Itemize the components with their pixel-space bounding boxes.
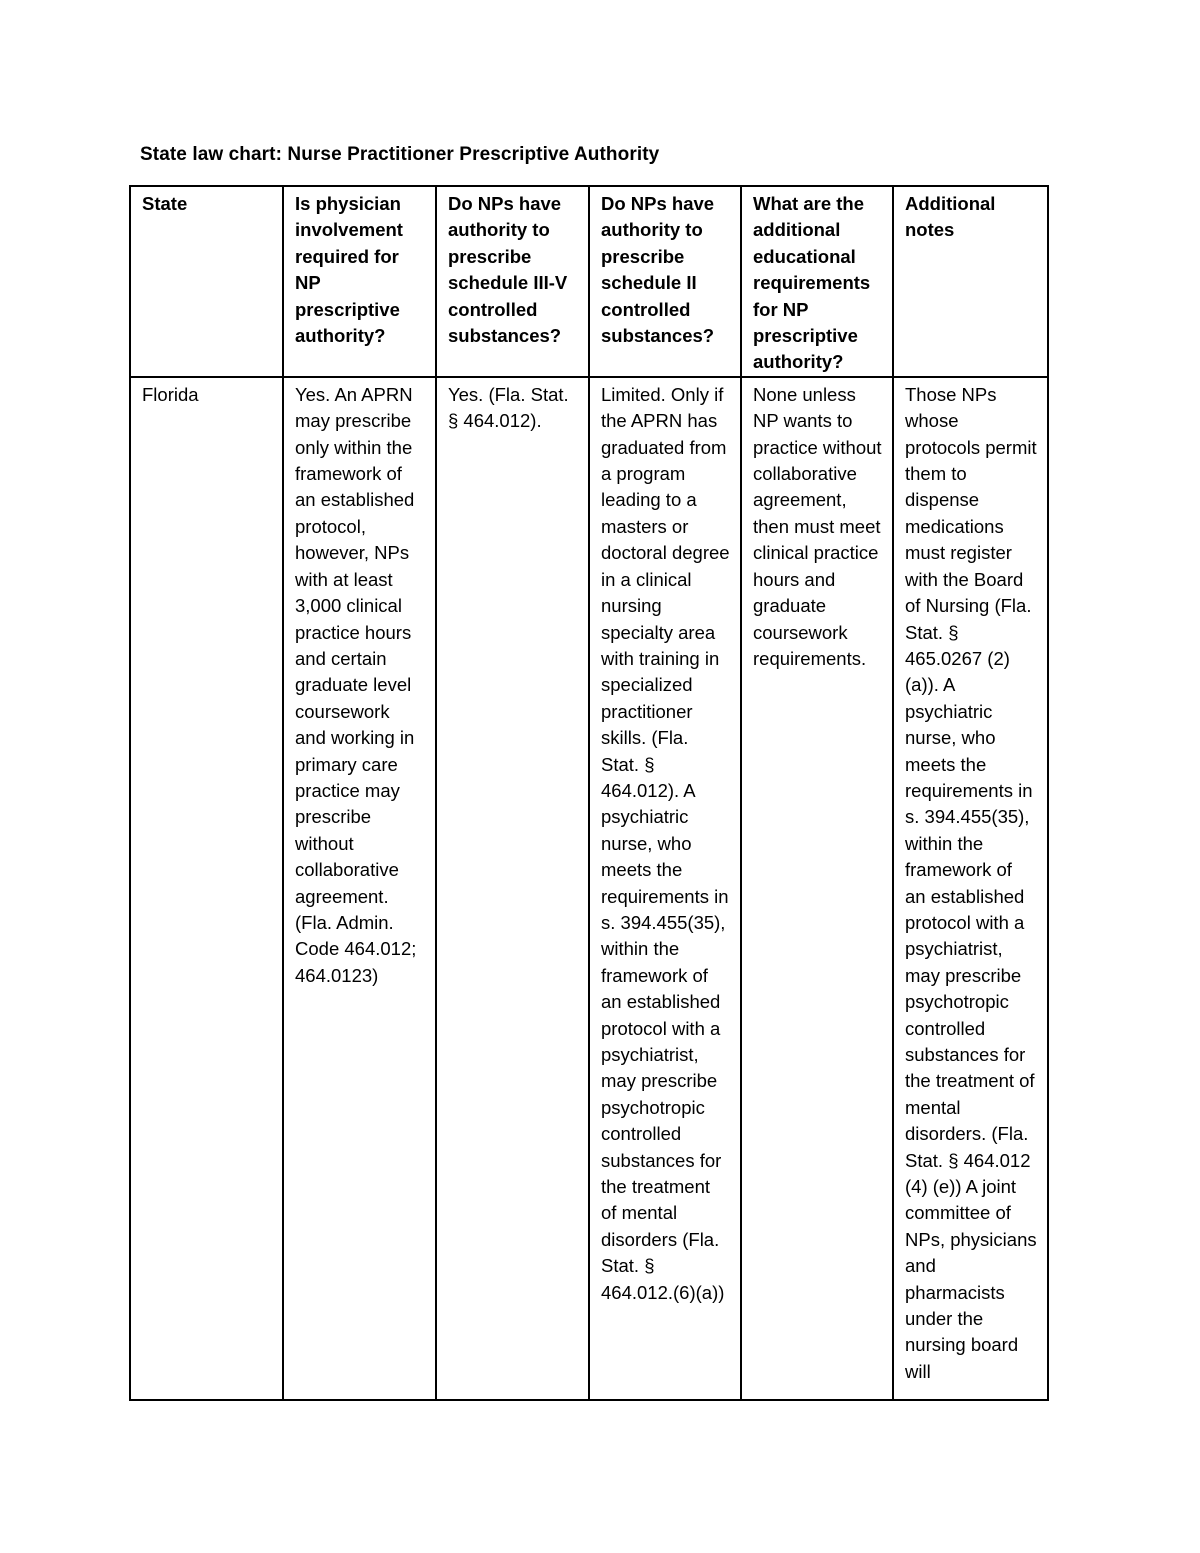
cell-state: Florida (130, 377, 283, 1400)
table-header (130, 186, 1048, 377)
table-body (130, 377, 1048, 1400)
table-row (130, 377, 1048, 1400)
header-physician-involvement: Is physician involvement required for NP prescriptive authority? (283, 186, 436, 377)
state-law-table (129, 185, 1049, 1401)
header-state: State (130, 186, 283, 377)
header-additional-notes: Additional notes (893, 186, 1048, 377)
cell-schedule-2: Limited. Only if the APRN has graduated from a program leading to a masters or doctoral degree in a clinical nursing specialty area with training in specialized practitioner skills. (Fla. Stat. § 464.012). A psychiatric nurse, who meets the requirements in s. 394.455(35), within the framework of an established protocol with a psychiatrist, may prescribe psychotropic controlled substances for the treatment of mental disorders (Fla. Stat. § 464.012.(6)(a)) (589, 377, 741, 1400)
header-schedule-2: Do NPs have authority to prescribe schedule II controlled substances? (589, 186, 741, 377)
cell-schedule-3-5: Yes. (Fla. Stat. § 464.012). (436, 377, 589, 1400)
header-educational-requirements: What are the additional educational requirements for NP prescriptive authority? (741, 186, 893, 377)
cell-physician-involvement: Yes. An APRN may prescribe only within the framework of an established protocol, however, NPs with at least 3,000 clinical practice hours and certain graduate level coursework and working in primary care practice may prescribe without collaborative agreement. (Fla. Admin. Code 464.012; 464.0123) (283, 377, 436, 1400)
cell-educational-requirements: None unless NP wants to practice without collaborative agreement, then must meet clinical practice hours and graduate coursework requirements. (741, 377, 893, 1400)
cell-additional-notes: Those NPs whose protocols permit them to dispense medications must register with the Board of Nursing (Fla. Stat. § 465.0267 (2)(a)). A psychiatric nurse, who meets the requirements in s. 394.455(35), within the framework of an established protocol with a psychiatrist, may prescribe psychotropic controlled substances for the treatment of mental disorders. (Fla. Stat. § 464.012 (4) (e)) A joint committee of NPs, physicians and pharmacists under the nursing board will (893, 377, 1048, 1400)
document-title: State law chart: Nurse Practitioner Prescriptive Authority (140, 144, 660, 165)
header-row (130, 186, 1048, 377)
header-schedule-3-5: Do NPs have authority to prescribe schedule III-V controlled substances? (436, 186, 589, 377)
